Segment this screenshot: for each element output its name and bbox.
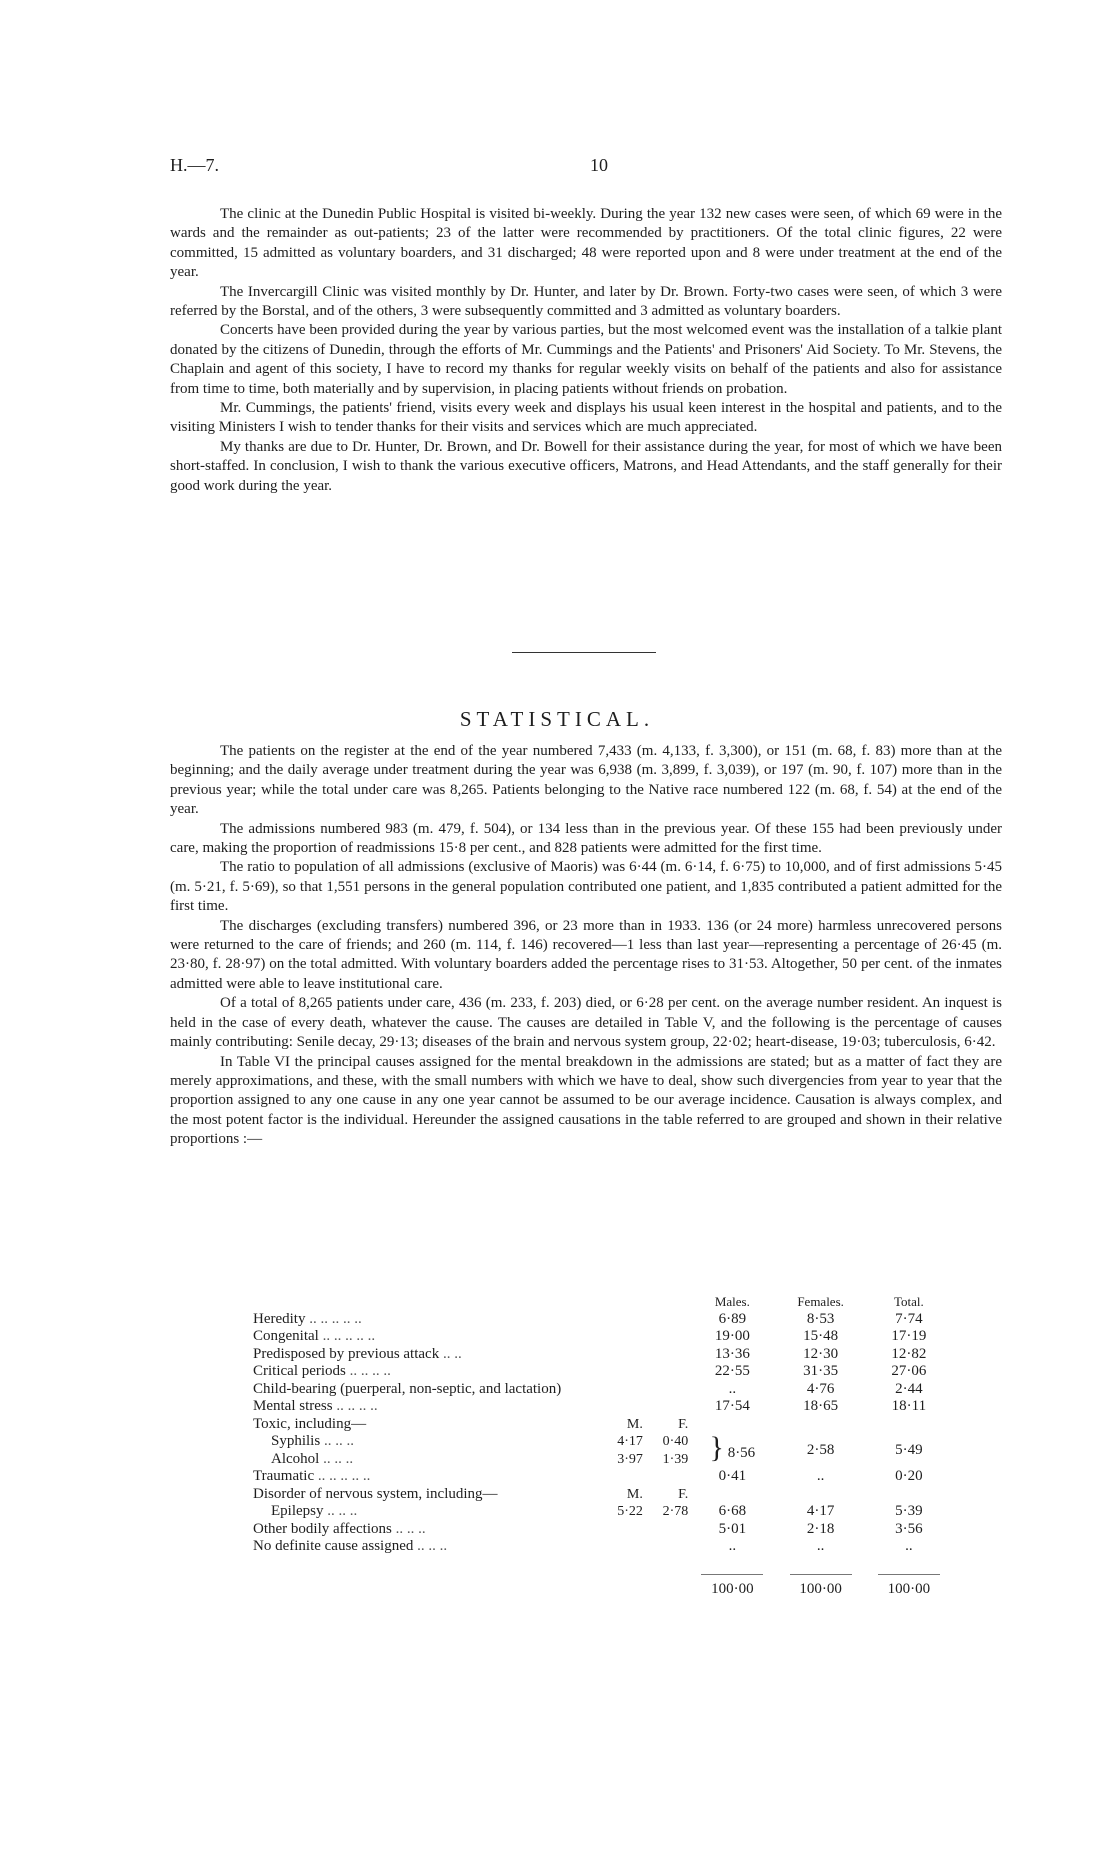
males-total: 100·00 (701, 1574, 763, 1599)
cause-label: Disorder of nervous system, including— (253, 1485, 498, 1502)
total-value: 7·74 (895, 1310, 923, 1327)
table-row (253, 1381, 953, 1399)
table-row (253, 1328, 953, 1346)
females-value: 4·17 (806, 1503, 835, 1519)
females-value: 4·76 (806, 1380, 835, 1397)
leader-dots: .. .. (439, 1345, 462, 1362)
leader-dots: .. .. .. (319, 1450, 354, 1467)
total-value: 27·06 (891, 1363, 927, 1379)
m-value: 3·97 (617, 1451, 643, 1467)
paragraph: The admissions numbered 983 (m. 479, f. 504), or 134 less than in the previous year. Of these 155 had been previously under care, making the proportion of readmissions 15·8 per cent., and 828 patients were admitted for the first time. (170, 820, 1002, 857)
table-row (253, 1503, 953, 1521)
males-value: 0·41 (718, 1468, 747, 1484)
males-value: 17·54 (714, 1398, 750, 1414)
cause-label: Syphilis (271, 1433, 321, 1449)
leader-dots: .. .. .. .. .. (314, 1468, 371, 1484)
statistical-section (170, 742, 1002, 1150)
table-row (253, 1416, 953, 1434)
table-row (253, 1433, 953, 1451)
males-value: 8·56 (727, 1444, 756, 1461)
f-value: 0·40 (662, 1434, 689, 1449)
totals-row (253, 1556, 953, 1599)
males-value: 13·36 (714, 1345, 750, 1362)
table-row (253, 1363, 953, 1381)
table-row (253, 1486, 953, 1504)
cause-label: Critical periods (253, 1363, 346, 1379)
m-subheader: M. (626, 1486, 643, 1502)
leader-dots: .. .. .. .. .. (305, 1310, 362, 1327)
f-subheader: F. (678, 1486, 689, 1502)
paragraph: The ratio to population of all admissions (exclusive of Maoris) was 6·44 (m. 6·14, f. 6·75) to 10,000, and of first admissions 5·45 (m. 5·21, f. 5·69), so that 1,551 persons in the general population contributed one patient, and 1,835 contributed a patient admitted for the first time. (170, 859, 1002, 915)
section-divider (512, 652, 656, 653)
column-header-males: Males. (714, 1294, 750, 1309)
report-code: H.—7. (170, 155, 219, 175)
table-row (253, 1346, 953, 1364)
table-header-row (253, 1293, 953, 1311)
females-value: .. (816, 1468, 825, 1484)
brace-glyph: } (709, 1430, 724, 1464)
females-value: .. (816, 1538, 825, 1554)
leader-dots: .. .. .. .. (332, 1398, 378, 1414)
cause-label: Alcohol (271, 1450, 320, 1467)
paragraph: The Invercargill Clinic was visited monthly by Dr. Hunter, and later by Dr. Brown. Forty-two cases were seen, of which 3 were referred by the Borstal, and of the others, 3 were subsequently committed and 3 admitted as voluntary boarders. (170, 283, 1002, 320)
leader-dots: .. .. .. (391, 1520, 426, 1537)
m-value: 5·22 (617, 1504, 643, 1519)
leader-dots: .. .. .. .. .. (318, 1328, 376, 1344)
page-header (170, 155, 1000, 181)
cause-label: Predisposed by previous attack (253, 1345, 440, 1362)
paragraph: My thanks are due to Dr. Hunter, Dr. Brown, and Dr. Bowell for their assistance during the year, for most of which we have been short-staffed. In conclusion, I wish to thank the various executive officers, Matrons, and Head Attendants, and the staff generally for their good work during the year. (170, 438, 1002, 494)
total-value: 5·39 (895, 1503, 923, 1519)
males-value: .. (728, 1380, 737, 1397)
total-value: 3·56 (895, 1520, 923, 1537)
section-title: STATISTICAL. (459, 707, 655, 731)
f-value: 1·39 (662, 1451, 689, 1467)
females-value: 18·65 (803, 1398, 839, 1414)
column-header-females: Females. (797, 1294, 844, 1309)
cause-label: Epilepsy (271, 1503, 324, 1519)
females-value: 31·35 (803, 1363, 839, 1379)
paragraph: The discharges (excluding transfers) numbered 396, or 23 more than in 1933. 136 (or 24 more) harmless unrecovered persons were returned to the care of friends; and 260 (m. 114, f. 146) recovered—1 less than last year—representing a percentage of 26·45 (m. 23·80, f. 28·97) on the total admitted. With voluntary boarders added the percentage rises to 31·53. Altogether, 50 per cent. of the inmates admitted were able to leave institutional care. (170, 917, 1002, 992)
total-value: 2·44 (895, 1380, 923, 1397)
f-value: 2·78 (662, 1504, 689, 1519)
leader-dots: .. .. .. (323, 1503, 358, 1519)
total-value: 0·20 (895, 1468, 923, 1484)
table-row (253, 1398, 953, 1416)
m-subheader: M. (626, 1416, 643, 1432)
males-value: 6·68 (718, 1503, 747, 1519)
females-value: 12·30 (803, 1345, 839, 1362)
leader-dots: .. .. .. (320, 1433, 354, 1449)
total-value: 17·19 (891, 1328, 927, 1344)
cause-label: Heredity (253, 1310, 306, 1327)
paragraph: Mr. Cummings, the patients' friend, visits every week and displays his usual keen interest in the hospital and patients, and to the visiting Ministers I wish to tender thanks for their visits and services which are much appreciated. (170, 400, 1002, 436)
grand-total: 100·00 (878, 1574, 940, 1599)
table-row (253, 1521, 953, 1539)
females-value: 8·53 (806, 1310, 835, 1327)
intro-section (170, 205, 1002, 496)
males-value: 22·55 (714, 1363, 750, 1379)
paragraph: The patients on the register at the end of the year numbered 7,433 (m. 4,133, f. 3,300), or 151 (m. 68, f. 83) more than at the beginning; and the daily average under treatment during the year was 6,938 (m. 3,899, f. 3,039), or 197 (m. 90, f. 107) more than in the previous year; while the total under care was 8,265. Patients belonging to the Native race numbered 122 (m. 68, f. 54) at the end of the year. (170, 743, 1002, 818)
paragraph: Concerts have been provided during the year by various parties, but the most welcomed event was the installation of a talkie plant donated by the citizens of Dunedin, through the efforts of Mr. Cummings and the Patients' and Prisoners' Aid Society. To Mr. Stevens, the Chaplain and agent of this society, I have to record my thanks for regular weekly visits on behalf of the patients and also for assistance from time to time, both materially and by supervision, in placing patients without friends on probation. (170, 322, 1002, 397)
f-subheader: F. (678, 1416, 689, 1432)
cause-label: Toxic, including— (253, 1415, 367, 1432)
cause-label: Child-bearing (puerperal, non-septic, and lactation) (253, 1380, 562, 1397)
females-value: 15·48 (803, 1328, 839, 1344)
males-value: 6·89 (718, 1310, 747, 1327)
cause-label: Traumatic (253, 1468, 315, 1484)
total-value: .. (905, 1538, 913, 1554)
total-value: 5·49 (895, 1441, 923, 1458)
paragraph: Of a total of 8,265 patients under care, 436 (m. 233, f. 203) died, or 6·28 per cent. on the average number resident. An inquest is held in the case of every death, whatever the cause. The causes are detailed in Table V, and the following is the percentage of causes mainly contributing: Senile decay, 29·13; diseases of the brain and nervous system group, 22·02; heart-disease, 19·03; tuberculosis, 6·42. (170, 995, 1002, 1051)
cause-label: Congenital (253, 1328, 319, 1344)
total-value: 12·82 (891, 1345, 927, 1362)
paragraph: In Table VI the principal causes assigned for the mental breakdown in the admissions are stated; but as a matter of fact they are merely approximations, and these, with the small numbers with which we have to deal, show such divergencies from year to year that the proportion assigned to any one cause in any one year cannot be assumed to be our average incidence. Causation is always complex, and the most potent factor is the individual. Hereunder the assigned causations in the table referred to are grouped and shown in their relative proportions :— (170, 1053, 1002, 1148)
cause-label: Mental stress (253, 1398, 333, 1414)
females-total: 100·00 (790, 1574, 852, 1599)
females-value: 2·18 (806, 1520, 835, 1537)
page-number: 10 (590, 155, 608, 175)
males-value: 5·01 (718, 1520, 747, 1537)
causes-table (253, 1293, 953, 1598)
total-value: 18·11 (891, 1398, 927, 1414)
table-row (253, 1538, 953, 1556)
cause-label: Other bodily affections (253, 1520, 392, 1537)
table-row (253, 1311, 953, 1329)
table-row (253, 1468, 953, 1486)
males-value: 19·00 (714, 1328, 750, 1344)
males-value: .. (728, 1538, 737, 1554)
cause-label: No definite cause assigned (253, 1538, 414, 1554)
m-value: 4·17 (617, 1434, 643, 1449)
leader-dots: .. .. .. .. (345, 1363, 391, 1379)
paragraph: The clinic at the Dunedin Public Hospital is visited bi-weekly. During the year 132 new cases were seen, of which 69 were in the wards and the remainder as out-patients; 23 of the latter were recommended by practitioners. Of the total clinic figures, 22 were committed, 15 admitted as voluntary boarders, and 31 discharged; 48 were reported upon and 8 were under treatment at the end of the year. (170, 206, 1002, 281)
leader-dots: .. .. .. (413, 1538, 448, 1554)
column-header-total: Total. (893, 1294, 924, 1309)
females-value: 2·58 (806, 1441, 835, 1458)
